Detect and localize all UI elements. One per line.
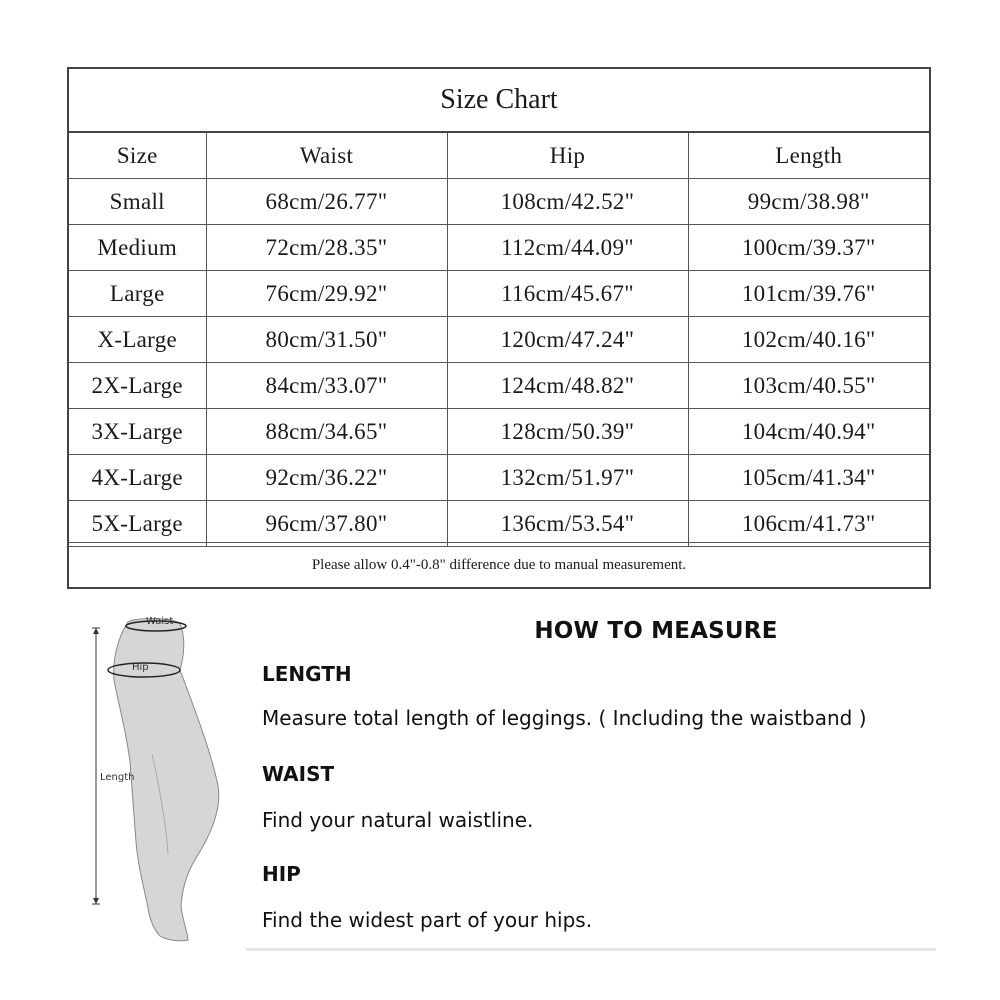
table-row xyxy=(69,317,929,363)
length-cell: 105cm/41.34" xyxy=(688,455,929,501)
hip-cell: 124cm/48.82" xyxy=(447,363,688,409)
leggings-figure-illustration xyxy=(84,604,234,949)
size-chart-title: Size Chart xyxy=(69,69,929,133)
hip-instruction: Find the widest part of your hips. xyxy=(262,908,593,932)
hip-label: Hip xyxy=(132,662,149,673)
waist-cell: 84cm/33.07" xyxy=(206,363,447,409)
table-row xyxy=(69,179,929,225)
table-row xyxy=(69,225,929,271)
waist-cell: 72cm/28.35" xyxy=(206,225,447,271)
length-dimension-line xyxy=(92,628,100,904)
table-row xyxy=(69,501,929,547)
size-cell: 3X-Large xyxy=(69,409,206,455)
waist-cell: 88cm/34.65" xyxy=(206,409,447,455)
hip-cell: 116cm/45.67" xyxy=(447,271,688,317)
hip-cell: 112cm/44.09" xyxy=(447,225,688,271)
table-header-row xyxy=(69,133,929,179)
length-label: Length xyxy=(100,772,135,783)
hip-cell: 120cm/47.24" xyxy=(447,317,688,363)
length-cell: 99cm/38.98" xyxy=(688,179,929,225)
size-cell: Large xyxy=(69,271,206,317)
column-header-waist: Waist xyxy=(206,133,447,179)
hip-heading: HIP xyxy=(262,862,301,886)
length-instruction: Measure total length of leggings. ( Including the waistband ) xyxy=(262,706,867,730)
waist-cell: 68cm/26.77" xyxy=(206,179,447,225)
waist-cell: 92cm/36.22" xyxy=(206,455,447,501)
table-row xyxy=(69,409,929,455)
hip-cell: 132cm/51.97" xyxy=(447,455,688,501)
size-cell: Medium xyxy=(69,225,206,271)
waist-heading: WAIST xyxy=(262,762,335,786)
length-cell: 104cm/40.94" xyxy=(688,409,929,455)
length-cell: 103cm/40.55" xyxy=(688,363,929,409)
hip-cell: 108cm/42.52" xyxy=(447,179,688,225)
length-cell: 100cm/39.37" xyxy=(688,225,929,271)
measurement-note: Please allow 0.4"-0.8" difference due to manual measurement. xyxy=(69,542,929,587)
how-to-measure-title: HOW TO MEASURE xyxy=(534,618,778,644)
waist-cell: 76cm/29.92" xyxy=(206,271,447,317)
table-row xyxy=(69,363,929,409)
table-row xyxy=(69,271,929,317)
length-cell: 102cm/40.16" xyxy=(688,317,929,363)
length-heading: LENGTH xyxy=(262,662,352,686)
column-header-length: Length xyxy=(688,133,929,179)
waist-label: Waist xyxy=(146,616,174,627)
length-cell: 101cm/39.76" xyxy=(688,271,929,317)
size-cell: 2X-Large xyxy=(69,363,206,409)
size-table xyxy=(69,133,929,547)
table-row xyxy=(69,455,929,501)
size-cell: X-Large xyxy=(69,317,206,363)
size-cell: 5X-Large xyxy=(69,501,206,547)
waist-instruction: Find your natural waistline. xyxy=(262,808,534,832)
size-cell: Small xyxy=(69,179,206,225)
column-header-size: Size xyxy=(69,133,206,179)
size-cell: 4X-Large xyxy=(69,455,206,501)
length-cell: 106cm/41.73" xyxy=(688,501,929,547)
size-chart xyxy=(67,67,931,589)
hip-cell: 136cm/53.54" xyxy=(447,501,688,547)
waist-cell: 96cm/37.80" xyxy=(206,501,447,547)
waist-cell: 80cm/31.50" xyxy=(206,317,447,363)
hip-cell: 128cm/50.39" xyxy=(447,409,688,455)
how-to-measure-panel xyxy=(246,604,936,951)
column-header-hip: Hip xyxy=(447,133,688,179)
